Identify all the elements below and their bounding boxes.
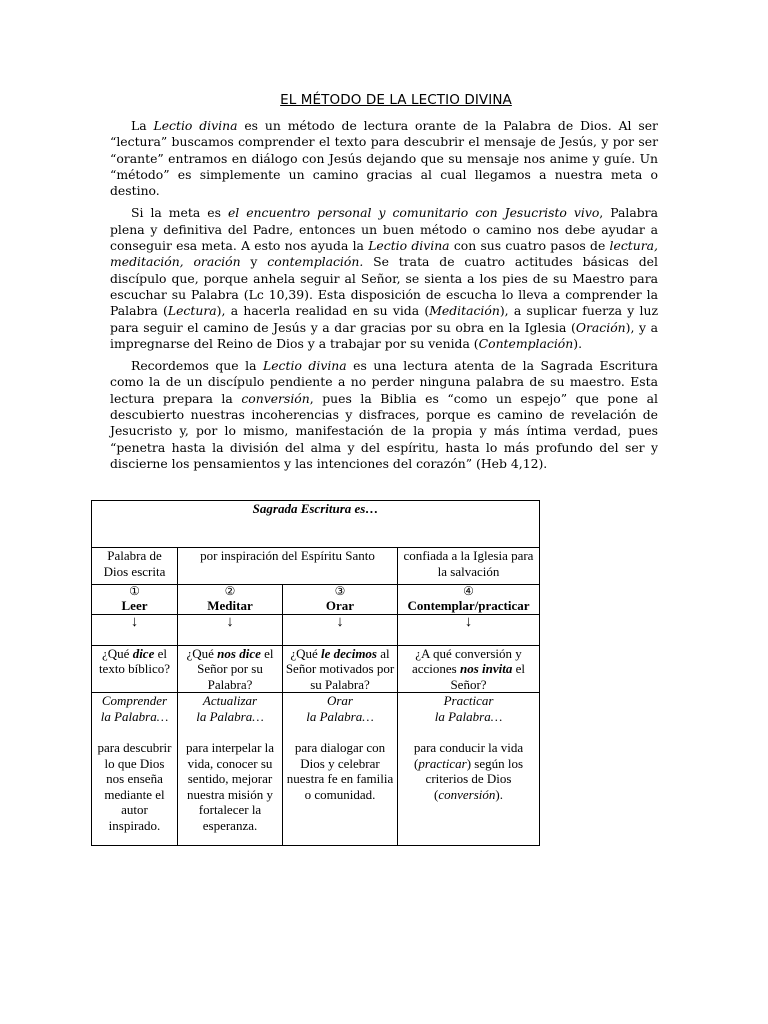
step-action: Comprender la Palabra… para descubrir lo que Dios nos enseña mediante el autor inspirado.: [92, 693, 178, 846]
source-cell: por inspiración del Espíritu Santo: [178, 548, 398, 585]
step-name: Leer: [121, 598, 148, 613]
arrow-down-icon: ↓: [398, 614, 540, 645]
step-question: ¿Qué dice el texto bíblico?: [92, 645, 178, 693]
paragraph-3: Recordemos que la Lectio divina es una lectura atenta de la Sagrada Escritura como la de un discípulo pendiente a no perder ninguna palabra de su maestro. Esta lectura prepara la conversión, pues la Biblia es “como un espejo” que pone al descubierto nuestras incoherencias y disfraces, porque es camino de revelación de Jesucristo y, por lo mismo, manifestación de la propia y más íntima verdad, pues “penetra hasta la división del alma y del espíritu, hasta lo más profundo del ser y discierne los pensamientos y las intenciones del corazón” (Heb 4,12).: [110, 358, 658, 471]
step-orar: [283, 585, 398, 615]
step-leer: [92, 585, 178, 615]
step-contemplar: [398, 585, 540, 615]
arrow-down-icon: ↓: [178, 614, 283, 645]
step-meditar: [178, 585, 283, 615]
arrow-down-icon: ↓: [283, 614, 398, 645]
step-action: Orar la Palabra… para dialogar con Dios y celebrar nuestra fe en familia o comunidad.: [283, 693, 398, 846]
step-action: Actualizar la Palabra… para interpelar la vida, conocer su sentido, mejorar nuestra misión y fortalecer la esperanza.: [178, 693, 283, 846]
step-number: ④: [463, 584, 474, 598]
step-number: ①: [129, 584, 140, 598]
lectio-divina-table: [91, 500, 540, 846]
paragraph-2: Si la meta es el encuentro personal y comunitario con Jesucristo vivo, Palabra plena y definitiva del Padre, entonces un buen método o camino nos debe ayudar a conseguir esa meta. A esto nos ayuda la Lectio divina con sus cuatro pasos de lectura, meditación, oración y contemplación. Se trata de cuatro actitudes básicas del discípulo que, porque anhela seguir al Señor, se sienta a los pies de su Maestro para escuchar su Palabra (Lc 10,39). Esta disposición de escucha lo lleva a comprender la Palabra (Lectura), a hacerla realidad en su vida (Meditación), a suplicar fuerza y luz para seguir el camino de Jesús y a dar gracias por su obra en la Iglesia (Oración), y a impregnarse del Reino de Dios y a trabajar por su venida (Contemplación).: [110, 205, 659, 351]
source-cell: confiada a la Iglesia para la salvación: [398, 548, 540, 585]
paragraph-1: La Lectio divina es un método de lectura orante de la Palabra de Dios. Al ser “lectura” buscamos comprender el texto para descubrir el mensaje de Jesús, y por ser “orante” entramos en diálogo con Jesús dejando que su mensaje nos anime y guíe. Un “método” es simplemente un camino gracias al cual llegamos a nuestra meta o destino.: [110, 118, 658, 199]
arrow-down-icon: ↓: [92, 614, 178, 645]
step-name: Orar: [325, 598, 355, 613]
step-question: ¿A qué conversión y acciones nos invita el Señor?: [398, 645, 540, 693]
step-name: Contemplar/practicar: [407, 598, 530, 613]
step-number: ③: [334, 584, 346, 598]
source-cell: Palabra de Dios escrita: [92, 548, 178, 585]
step-number: ②: [224, 584, 236, 598]
step-action: Practicar la Palabra… para conducir la vida (practicar) según los criterios de Dios (conversión).: [398, 693, 540, 846]
document-title: EL MÉTODO DE LA LECTIO DIVINA: [280, 92, 512, 108]
table-header: Sagrada Escritura es…: [92, 501, 540, 548]
step-name: Meditar: [207, 598, 253, 613]
step-question: ¿Qué le decimos al Señor motivados por su Palabra?: [283, 645, 398, 693]
document-body: [110, 118, 658, 478]
step-question: ¿Qué nos dice el Señor por su Palabra?: [178, 645, 283, 693]
